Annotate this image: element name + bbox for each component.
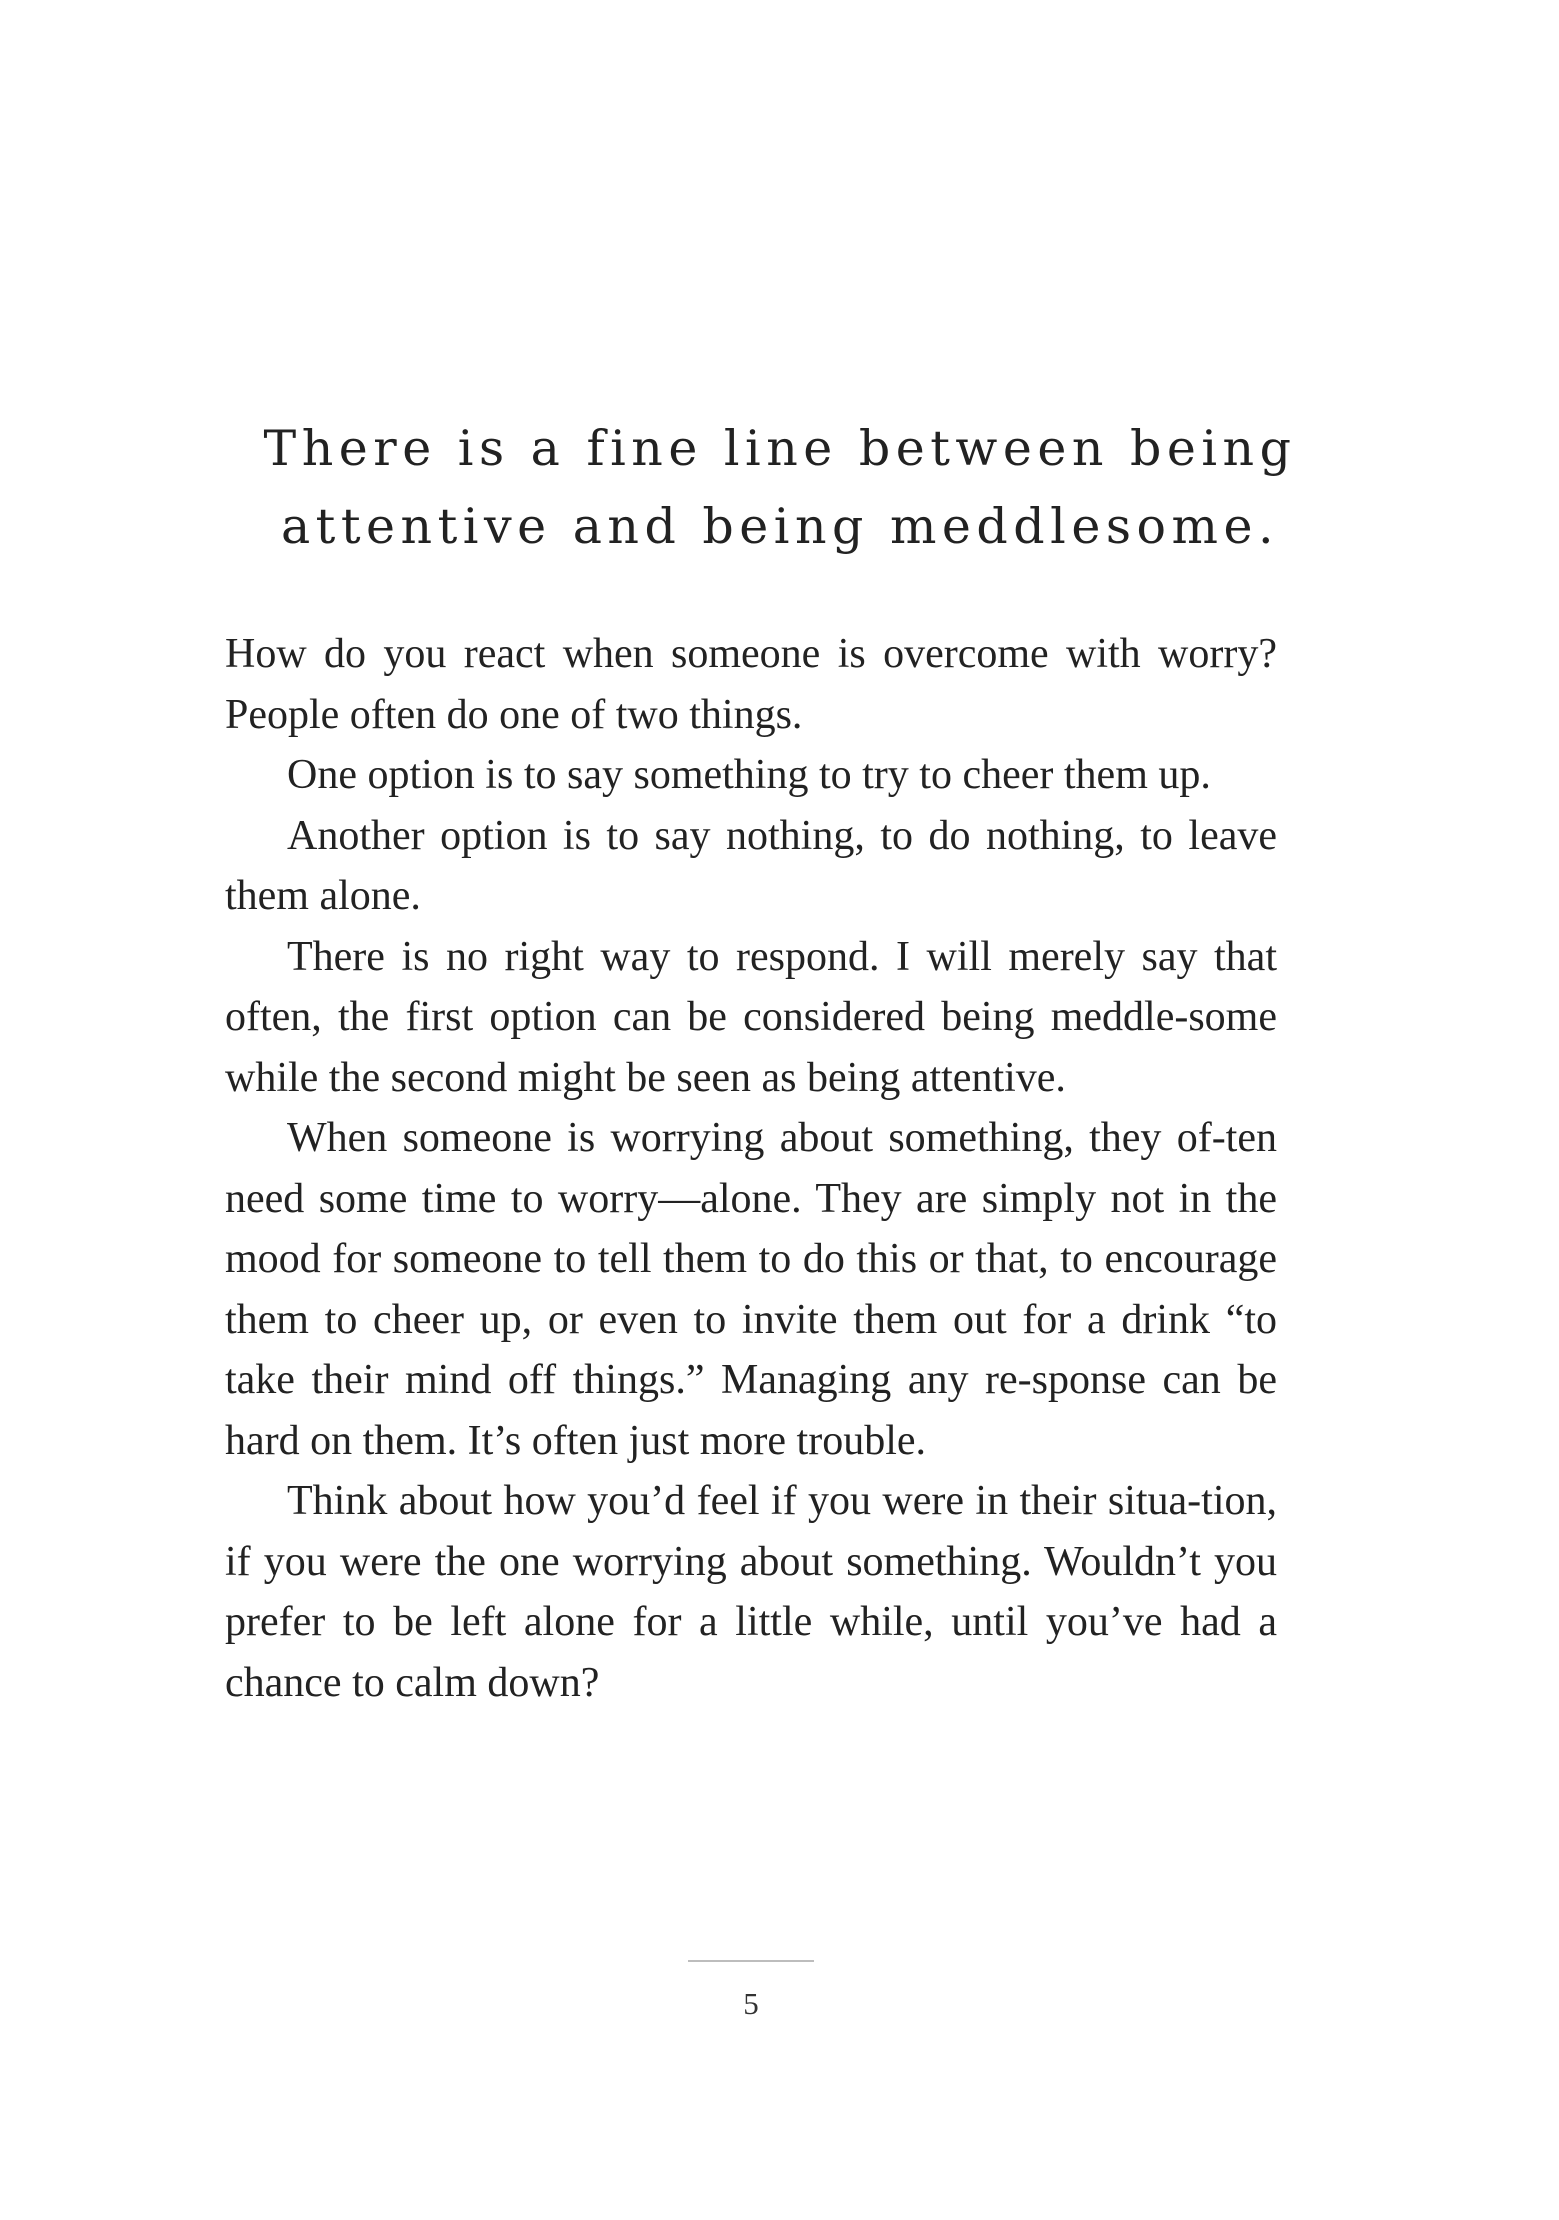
paragraph-3: Another option is to say nothing, to do nothing, to leave them alone. (225, 812, 1277, 919)
heading-line-2: attentive and being meddlesome. (280, 498, 1280, 555)
heading-line-1: There is a fine line between being (263, 420, 1297, 477)
paragraph-2: One option is to say something to try to cheer them up. (287, 752, 1211, 798)
paragraph-5: When someone is worrying about something, they of-ten need some time to worry—alone. They are simply not in the mood for someone to tell them to do this or that, to encourage them to cheer up, or even to invite them out for a drink “to take their mind off things.” Managing any re-sponse can be hard on them. It’s often just more trouble. (225, 1115, 1277, 1464)
page-number: 5 (743, 1986, 759, 2021)
page-heading (225, 410, 1335, 566)
paragraph-6: Think about how you’d feel if you were in their situa-tion, if you were the one worrying about something. Wouldn’t you prefer to be left alone for a little while, until you’ve had a chance to calm down? (225, 1478, 1277, 1706)
paragraph-1: How do you react when someone is overcome with worry? People often do one of two things. (225, 631, 1277, 738)
footer-divider (688, 1960, 814, 1962)
paragraph-4: There is no right way to respond. I will merely say that often, the first option can be considered being meddle-some while the second might be seen as being attentive. (225, 933, 1277, 1101)
body-text (225, 624, 1277, 1713)
